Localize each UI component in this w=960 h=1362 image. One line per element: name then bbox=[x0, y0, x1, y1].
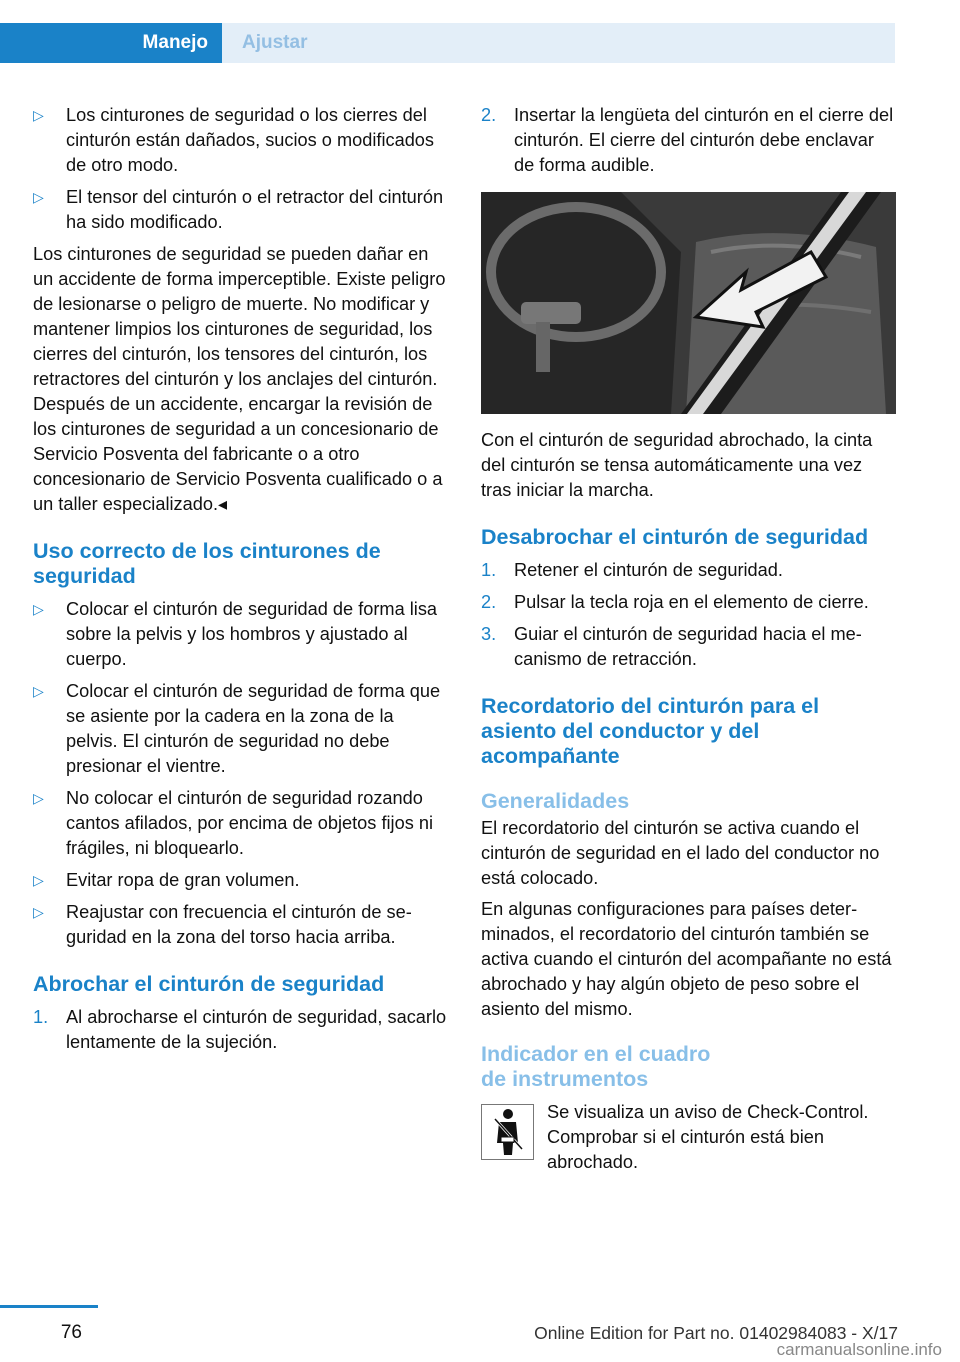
step-item: 1. Retener el cinturón de seguridad. bbox=[481, 560, 783, 580]
list-item: ▷ Colocar el cinturón de seguridad de forma lisa sobre la pelvis y los hombros y ajustado al cuerpo. bbox=[33, 599, 438, 669]
list-item: ▷ Reajustar con frecuencia el cinturón de seguridad en la zona del torso hacia arriba. bbox=[33, 902, 412, 947]
header-tabs bbox=[0, 23, 895, 63]
triangle-right-icon: ▷ bbox=[33, 872, 44, 888]
list-item: ▷ No colocar el cinturón de seguridad rozando cantos afilados, por encima de objetos fijos ni frágiles, ni bloquearlo. bbox=[33, 788, 433, 858]
seatbelt-buckle-photo bbox=[481, 192, 896, 414]
step-item: 2. Insertar la lengüeta del cinturón en el cierre del cinturón. El cierre del cinturón debe enclavar de forma audible. bbox=[481, 105, 894, 175]
paragraph-tension: Con el cinturón de seguridad abrochado, la cinta del cinturón se tensa automáticamente una vez tras iniciar la marcha. bbox=[481, 430, 873, 500]
list-item: ▷ Colocar el cinturón de seguridad de forma que se asiente por la cadera en la zona de la pelvis. El cinturón de seguridad no debe presionar el vientre. bbox=[33, 681, 441, 776]
triangle-right-icon: ▷ bbox=[33, 790, 44, 806]
heading-recordatorio: Recordatorio del cinturón para el asiento del conductor y del acompañante bbox=[481, 694, 820, 768]
list-item: ▷ El tensor del cinturón o el retractor del cinturón ha sido modificado. bbox=[33, 187, 444, 232]
heading-abrochar: Abrochar el cinturón de seguridad bbox=[33, 972, 385, 996]
heading-indicador: Indicador en el cuadro de instrumentos bbox=[481, 1042, 711, 1091]
step-item: 3. Guiar el cinturón de seguridad hacia el mecanismo de retracción. bbox=[481, 624, 862, 669]
list-item: ▷ Los cinturones de seguridad o los cierres del cinturón están dañados, sucios o modificados de otro modo. bbox=[33, 105, 435, 175]
list-item: ▷ Evitar ropa de gran volumen. bbox=[33, 868, 448, 893]
photo-illustration bbox=[481, 192, 896, 414]
left-column bbox=[33, 103, 448, 1062]
heading-generalidades: Generalidades bbox=[481, 789, 630, 813]
triangle-right-icon: ▷ bbox=[33, 683, 44, 699]
paragraph-generalidades-2: En algunas configuraciones para países determinados, el recordatorio del cinturón también se activa cuando el cinturón del acompañante no está abrochado y hay algún objeto de peso sobre el asiento del mismo. bbox=[481, 899, 892, 1019]
heading-desabrochar: Desabrochar el cinturón de seguridad bbox=[481, 525, 869, 549]
indicator-row bbox=[481, 1100, 896, 1175]
tab-ajustar[interactable]: Ajustar bbox=[222, 23, 895, 63]
warning-paragraph: Los cinturones de seguridad se pueden dañar en un accidente de forma imperceptible. Existe peligro de lesionarse o peligro de muerte. No modificar y mantener limpios los cinturones de seguridad, los cierres del cinturón, los tensores del cinturón, los retractores del cinturón y los anclajes del cinturón. Después de un accidente, encargar la revisión de los cinturones de seguridad a un concesionario de Servicio Posventa del fabricante o a otro concesionario de Servicio Posventa cualificado o a un taller especializado.◂ bbox=[33, 244, 446, 514]
indicator-text: Se visualiza un aviso de Check-Control. Comprobar si el cinturón está bien abrochado. bbox=[547, 1102, 869, 1172]
footer-accent-bar bbox=[0, 1305, 98, 1308]
triangle-right-icon: ▷ bbox=[33, 189, 44, 205]
heading-uso-correcto: Uso correcto de los cinturones de seguridad bbox=[33, 539, 381, 588]
right-column bbox=[481, 103, 896, 1175]
page-number: 76 bbox=[60, 1322, 82, 1343]
paragraph-generalidades-1: El recordatorio del cinturón se activa cuando el cinturón de seguridad en el lado del conductor no está colocado. bbox=[481, 818, 880, 888]
triangle-right-icon: ▷ bbox=[33, 107, 44, 123]
triangle-right-icon: ▷ bbox=[33, 601, 44, 617]
seatbelt-warning-icon bbox=[481, 1104, 534, 1160]
edition-text: Online Edition for Part no. 01402984083 - X/17 bbox=[534, 1323, 898, 1343]
step-item: 2. Pulsar la tecla roja en el elemento de cierre. bbox=[481, 592, 869, 612]
tab-manejo[interactable]: Manejo bbox=[0, 23, 222, 63]
step-item: 1. Al abrocharse el cinturón de seguridad, sacarlo lentamente de la sujeción. bbox=[33, 1007, 447, 1052]
triangle-right-icon: ▷ bbox=[33, 904, 44, 920]
watermark: carmanualsonline.info bbox=[776, 1340, 942, 1359]
